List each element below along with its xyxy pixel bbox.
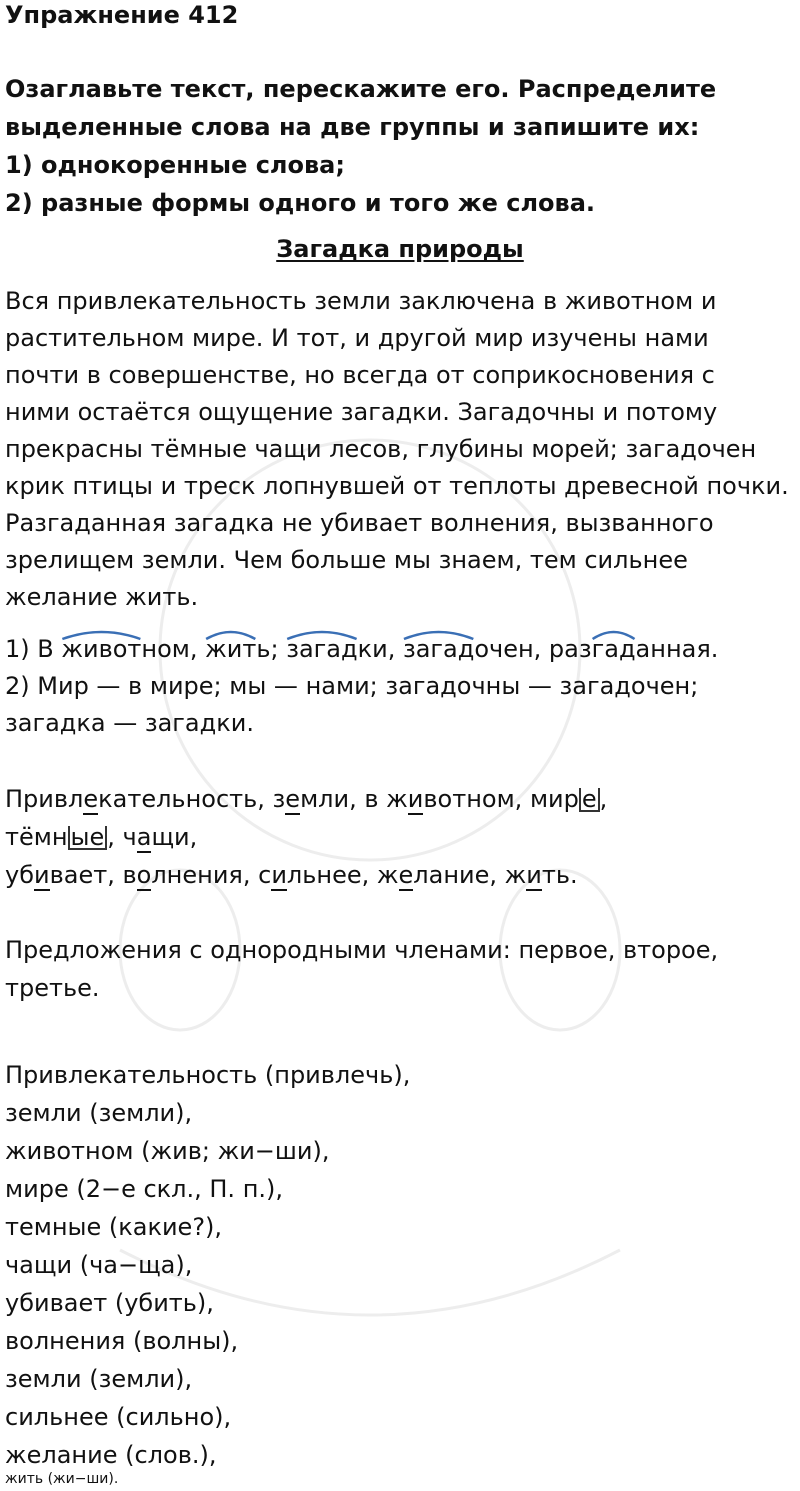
word-part: лнения, [151, 861, 259, 889]
word-analysis: животном (жив; жи−ши), [5, 1137, 330, 1165]
word-part: в ж [364, 785, 408, 813]
word-analysis: желание (слов.), [5, 1441, 217, 1469]
word-part: ном, [141, 635, 206, 663]
text-title [0, 234, 800, 264]
vowel-mark: а [136, 823, 152, 851]
vowel-mark: и [407, 785, 424, 813]
task-line: 1) однокоренные слова; [5, 151, 345, 179]
group-one-word [37, 635, 205, 663]
word-analysis: сильнее (сильно), [5, 1403, 232, 1431]
vowels-line [5, 860, 578, 890]
group-one-word [286, 635, 403, 663]
vowel-mark: и [526, 861, 542, 889]
word-part: кательность, [98, 785, 273, 813]
group-two-line: 2) Мир — в мире; мы — нами; загадочны — загадочен; [5, 672, 699, 700]
text-line: желание жить. [5, 583, 199, 611]
word-analysis: мире (2−е скл., П. п.), [5, 1175, 284, 1203]
word-part: с [258, 861, 272, 889]
word-part: вает, [49, 861, 123, 889]
word-part: ки, [357, 635, 403, 663]
word-part: з [272, 785, 286, 813]
word-analysis: земли (земли), [5, 1365, 193, 1393]
text-line: почти в совершенстве, но всегда от соприкосновения с [5, 361, 715, 389]
word-part: раз [548, 635, 592, 663]
word-root: загад [402, 635, 475, 663]
word-part: мир [529, 785, 579, 813]
word-part: , [599, 785, 608, 813]
group-one-word [549, 635, 719, 663]
word-part: мли, [300, 785, 365, 813]
word-root: живот [61, 635, 142, 663]
word-part: уб [5, 861, 35, 889]
word-analysis: чащи (ча−ща), [5, 1251, 193, 1279]
word-analysis: темные (какие?), [5, 1213, 223, 1241]
vowel-mark: о [136, 861, 152, 889]
word-analysis: земли (земли), [5, 1099, 193, 1127]
word-part: ь; [256, 635, 287, 663]
word-part: тёмн [5, 823, 68, 851]
ending-box: е [579, 788, 600, 812]
vowels-line [5, 822, 197, 852]
word-part: ж [504, 861, 527, 889]
word-analysis: убивает (убить), [5, 1289, 214, 1317]
word-part: льнее, [286, 861, 377, 889]
word-part: ч [122, 823, 137, 851]
text-line: крик птицы и треск лопнувшей от теплоты древесной почки. [5, 472, 789, 500]
exercise-title: Упражнение 412 [5, 1, 239, 29]
sentences-line: Предложения с однородными членами: первое, второе, [5, 936, 719, 964]
word-part: Привл [5, 785, 84, 813]
ending-box: ые [68, 826, 108, 850]
group-one-word [205, 635, 286, 663]
word-root: жит [205, 635, 257, 663]
word-part: анная. [635, 635, 719, 663]
word-part: щи, [151, 823, 198, 851]
vowel-mark: е [285, 785, 301, 813]
group-one-line [5, 634, 718, 664]
text-line: зрелищем земли. Чем больше мы знаем, тем сильнее [5, 546, 688, 574]
vowel-mark: е [398, 861, 414, 889]
vowel-mark: и [271, 861, 287, 889]
word-part: очен, [474, 635, 549, 663]
word-part: вотном, [423, 785, 530, 813]
word-part: ж [376, 861, 399, 889]
group-two-line: загадка — загадки. [5, 709, 254, 737]
word-part: , [107, 823, 123, 851]
word-root: загад [286, 635, 358, 663]
task-line: выделенные слова на две группы и запишите их: [5, 113, 700, 141]
word-part: В [37, 635, 62, 663]
vowel-mark: и [34, 861, 50, 889]
text-line: Вся привлекательность земли заключена в животном и [5, 287, 717, 315]
text-line: ними остаётся ощущение загадки. Загадочны и потому [5, 398, 718, 426]
group-one-word [403, 635, 549, 663]
word-part: ть. [541, 861, 578, 889]
sentences-line: третье. [5, 974, 100, 1002]
word-analysis-last: жить (жи−ши). [5, 1471, 119, 1487]
vowel-mark: е [83, 785, 99, 813]
group-one-prefix: 1) [5, 635, 38, 663]
word-part: лание, [413, 861, 505, 889]
task-line: 2) разные формы одного и того же слова. [5, 189, 596, 217]
word-analysis: волнения (волны), [5, 1327, 239, 1355]
text-line: Разгаданная загадка не убивает волнения, вызванного [5, 509, 714, 537]
word-part: в [122, 861, 137, 889]
vowels-line [5, 784, 607, 814]
text-line: прекрасны тёмные чащи лесов, глубины морей; загадочен [5, 435, 757, 463]
word-root: гад [591, 635, 636, 663]
text-line: растительном мире. И тот, и другой мир изучены нами [5, 324, 709, 352]
word-analysis: Привлекательность (привлечь), [5, 1061, 411, 1089]
task-line: Озаглавьте текст, перескажите его. Распределите [5, 75, 717, 103]
text-title-label: Загадка природы [276, 235, 524, 263]
